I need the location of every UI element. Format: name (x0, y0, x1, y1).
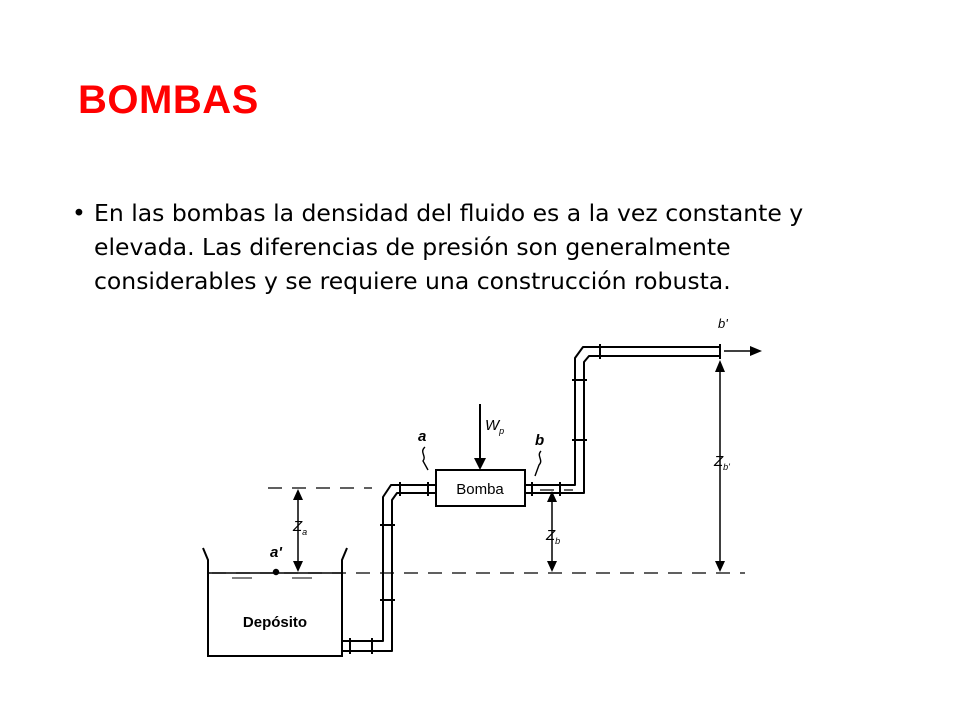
pump-label: Bomba (456, 481, 504, 498)
bullet-item (72, 196, 892, 298)
bullet-list (72, 196, 892, 298)
slide-title: BOMBAS (78, 78, 259, 122)
work-arrow (474, 404, 486, 470)
discharge-pipe-outer (525, 347, 720, 485)
work-label: $W_p$ (485, 417, 505, 436)
za-label: $Z_a$ (293, 518, 308, 537)
point-b-leader (535, 451, 541, 476)
outlet-flow-arrow (724, 346, 762, 356)
pump-system-diagram (190, 305, 780, 680)
tank-outline (203, 548, 347, 656)
suction-pipe-inner (342, 493, 436, 651)
point-b-prime-label: b' (718, 316, 728, 331)
zb-label: $Z_b$ (546, 527, 561, 546)
point-a-prime-label: a' (270, 544, 282, 561)
tank-label: Depósito (242, 614, 308, 631)
zb-prime-label: $Z_{b'}$ (714, 453, 730, 472)
point-a-prime-marker (273, 569, 279, 575)
tank (203, 548, 347, 656)
piping (342, 344, 720, 654)
discharge-pipe-inner (525, 356, 720, 493)
point-a-label: a (418, 428, 427, 445)
bullet-text: En las bombas la densidad del fluido es a la vez constante y elevada. Las diferencias de presión son generalmente considerables y se requiere una construcción robusta. (94, 199, 804, 295)
point-b-label: b (535, 432, 545, 449)
suction-pipe-outer (342, 485, 436, 641)
bullet-marker: • (72, 199, 86, 227)
point-a-leader (423, 447, 428, 470)
